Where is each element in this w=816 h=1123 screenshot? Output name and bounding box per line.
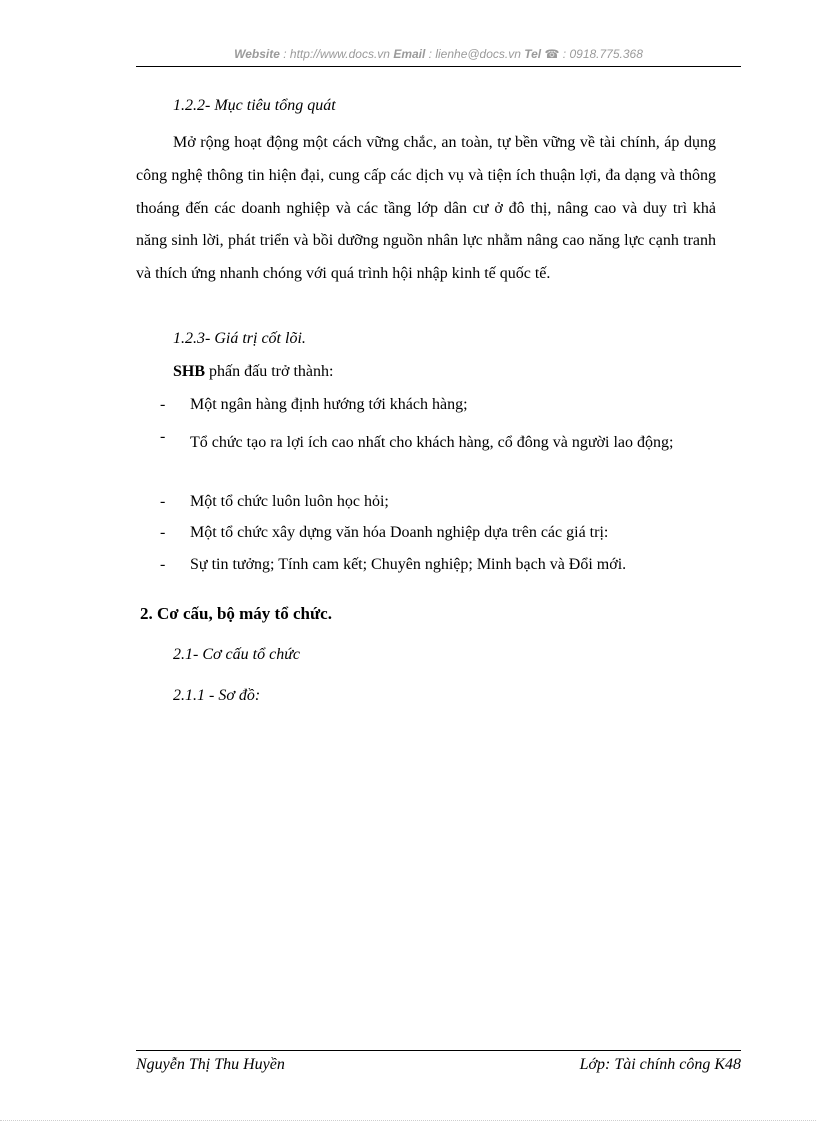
bullet-item: Một tổ chức xây dựng văn hóa Doanh nghiệp dựa trên các giá trị: [190,524,609,541]
page-bottom-border [0,1120,816,1121]
email-label: Email [393,47,426,61]
phone-icon: ☎ [544,47,560,61]
bullet-item: Sự tin tưởng; Tính cam kết; Chuyên nghiệp; Minh bạch và Đổi mới. [190,556,627,573]
bullet-item: Một tổ chức luôn luôn học hỏi; [190,493,389,510]
bullet-dash: - [160,556,166,573]
tel-label: Tel [524,47,542,61]
bullet-dash: - [160,524,166,541]
bullet-item: Một ngân hàng định hướng tới khách hàng; [190,396,468,413]
website-label: Website [234,47,280,61]
website-value[interactable]: : http://www.docs.vn [283,47,390,61]
paragraph-general-objective: Mở rộng hoạt động một cách vững chắc, an toàn, tự bền vững về tài chính, áp dụng công nghệ thông tin hiện đại, cung cấp các dịch vụ và tiện ích thuận lợi, đa dạng và thông thoáng đến các doanh nghiệp và các tầng lớp dân cư ở đô thị, nâng cao và duy trì khả năng sinh lời, phát triển và bồi dưỡng nguồn nhân lực nhằm nâng cao năng lực cạnh tranh và thích ứng nhanh chóng với quá trình hội nhập kinh tế quốc tế. [136,134,716,283]
heading-1-2-2: 1.2.2- Mục tiêu tổng quát [173,97,336,114]
shb-intro-rest: phấn đấu trở thành: [205,363,334,380]
bullet-dash: - [160,428,166,445]
heading-2-1-1: 2.1.1 - Sơ đồ: [173,687,261,704]
footer-class: Lớp: Tài chính công K48 [579,1056,741,1073]
shb-intro [173,363,333,381]
bullet-item-text: Tổ chức tạo ra lợi ích cao nhất cho khách hàng, cổ đông và người lao động; [190,434,674,451]
heading-section-2: 2. Cơ cấu, bộ máy tổ chức. [140,604,332,623]
header-divider [136,66,741,67]
heading-2-1: 2.1- Cơ cấu tổ chức [173,646,301,663]
bullet-dash: - [160,396,166,413]
bullet-item [190,427,738,459]
shb-bold: SHB [173,363,206,380]
email-value[interactable]: : lienhe@docs.vn [428,47,521,61]
footer-divider [136,1050,741,1051]
heading-1-2-3: 1.2.3- Giá trị cốt lõi. [173,330,306,347]
page-header [136,47,741,61]
bullet-dash: - [160,493,166,510]
footer-author: Nguyễn Thị Thu Huyền [136,1056,285,1073]
tel-value: : 0918.775.368 [562,47,643,61]
